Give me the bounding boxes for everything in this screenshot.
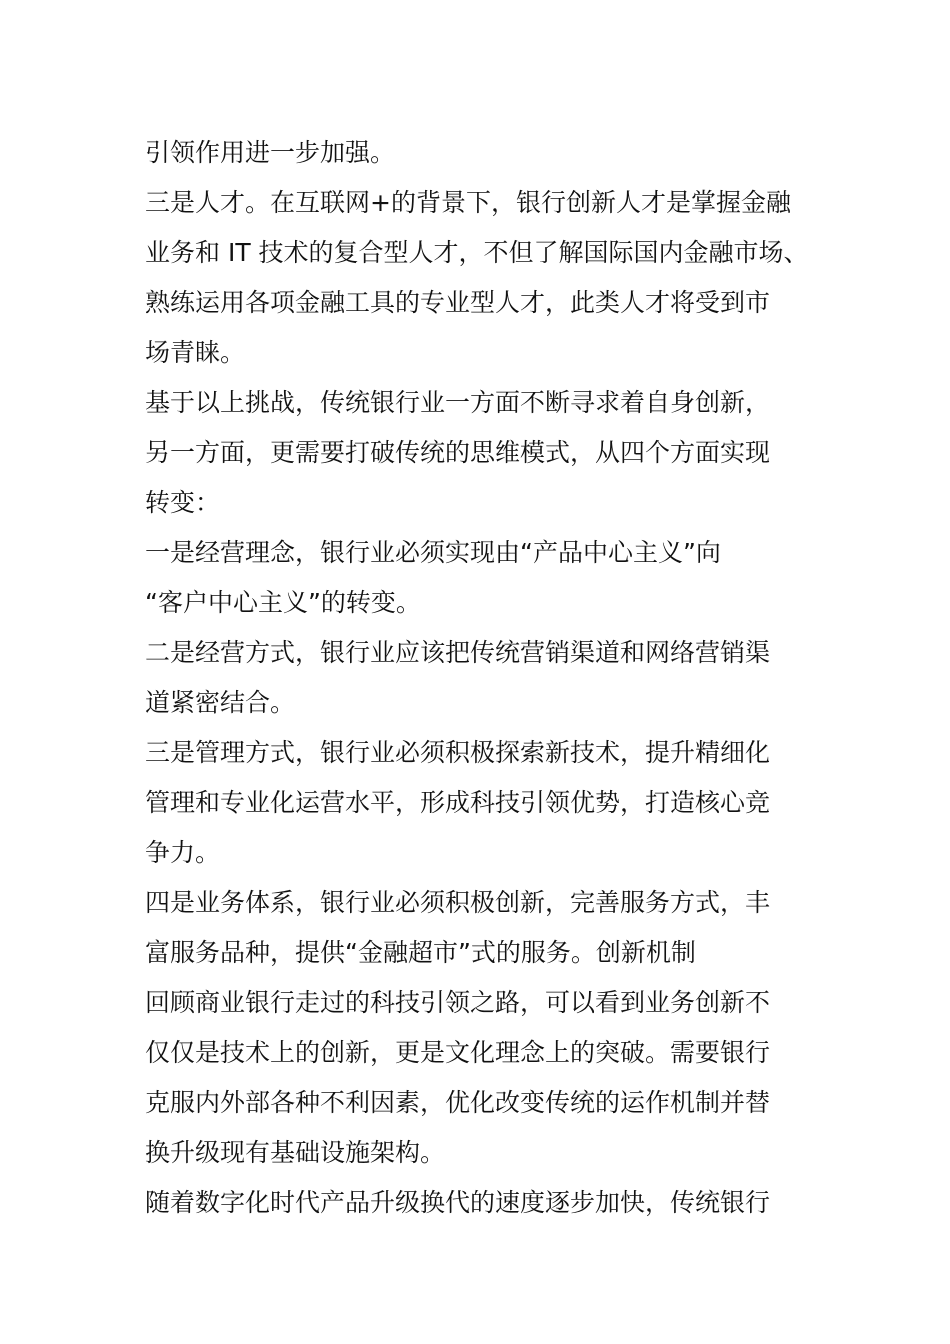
- text-line: 三是管理方式，银行业必须积极探索新技术，提升精细化: [145, 738, 771, 767]
- text-line: 另一方面，更需要打破传统的思维模式，从四个方面实现: [145, 438, 771, 467]
- text-line: 回顾商业银行走过的科技引领之路，可以看到业务创新不: [145, 988, 771, 1017]
- text-line: 富服务品种，提供“金融超市”式的服务。创新机制: [145, 938, 696, 967]
- text-line: 二是经营方式，银行业应该把传统营销渠道和网络营销渠: [145, 638, 771, 667]
- text-line: 道紧密结合。: [145, 688, 296, 717]
- text-line: 四是业务体系，银行业必须积极创新，完善服务方式，丰: [145, 888, 771, 917]
- text-line: 引领作用进一步加强。: [145, 138, 396, 167]
- text-line: 克服内外部各种不利因素，优化改变传统的运作机制并替: [145, 1088, 771, 1117]
- text-line: 换升级现有基础设施架构。: [145, 1138, 446, 1167]
- text-line: 场青睐。: [145, 338, 246, 367]
- text-line: 业务和 IT 技术的复合型人才，不但了解国际国内金融市场、: [145, 238, 809, 267]
- text-line: 转变：: [145, 488, 221, 517]
- text-line: 熟练运用各项金融工具的专业型人才，此类人才将受到市: [145, 288, 771, 317]
- text-line: 随着数字化时代产品升级换代的速度逐步加快，传统银行: [145, 1188, 771, 1217]
- text-line: 基于以上挑战，传统银行业一方面不断寻求着自身创新，: [145, 388, 771, 417]
- document-body: [145, 128, 825, 1228]
- text-line: 一是经营理念，银行业必须实现由“产品中心主义”向: [145, 538, 721, 567]
- text-line: 三是人才。在互联网+的背景下，银行创新人才是掌握金融: [145, 188, 791, 217]
- text-line: 仅仅是技术上的创新，更是文化理念上的突破。需要银行: [145, 1038, 771, 1067]
- text-line: 管理和专业化运营水平，形成科技引领优势，打造核心竞: [145, 788, 771, 817]
- text-line: 争力。: [145, 838, 221, 867]
- text-line: “客户中心主义”的转变。: [145, 588, 421, 617]
